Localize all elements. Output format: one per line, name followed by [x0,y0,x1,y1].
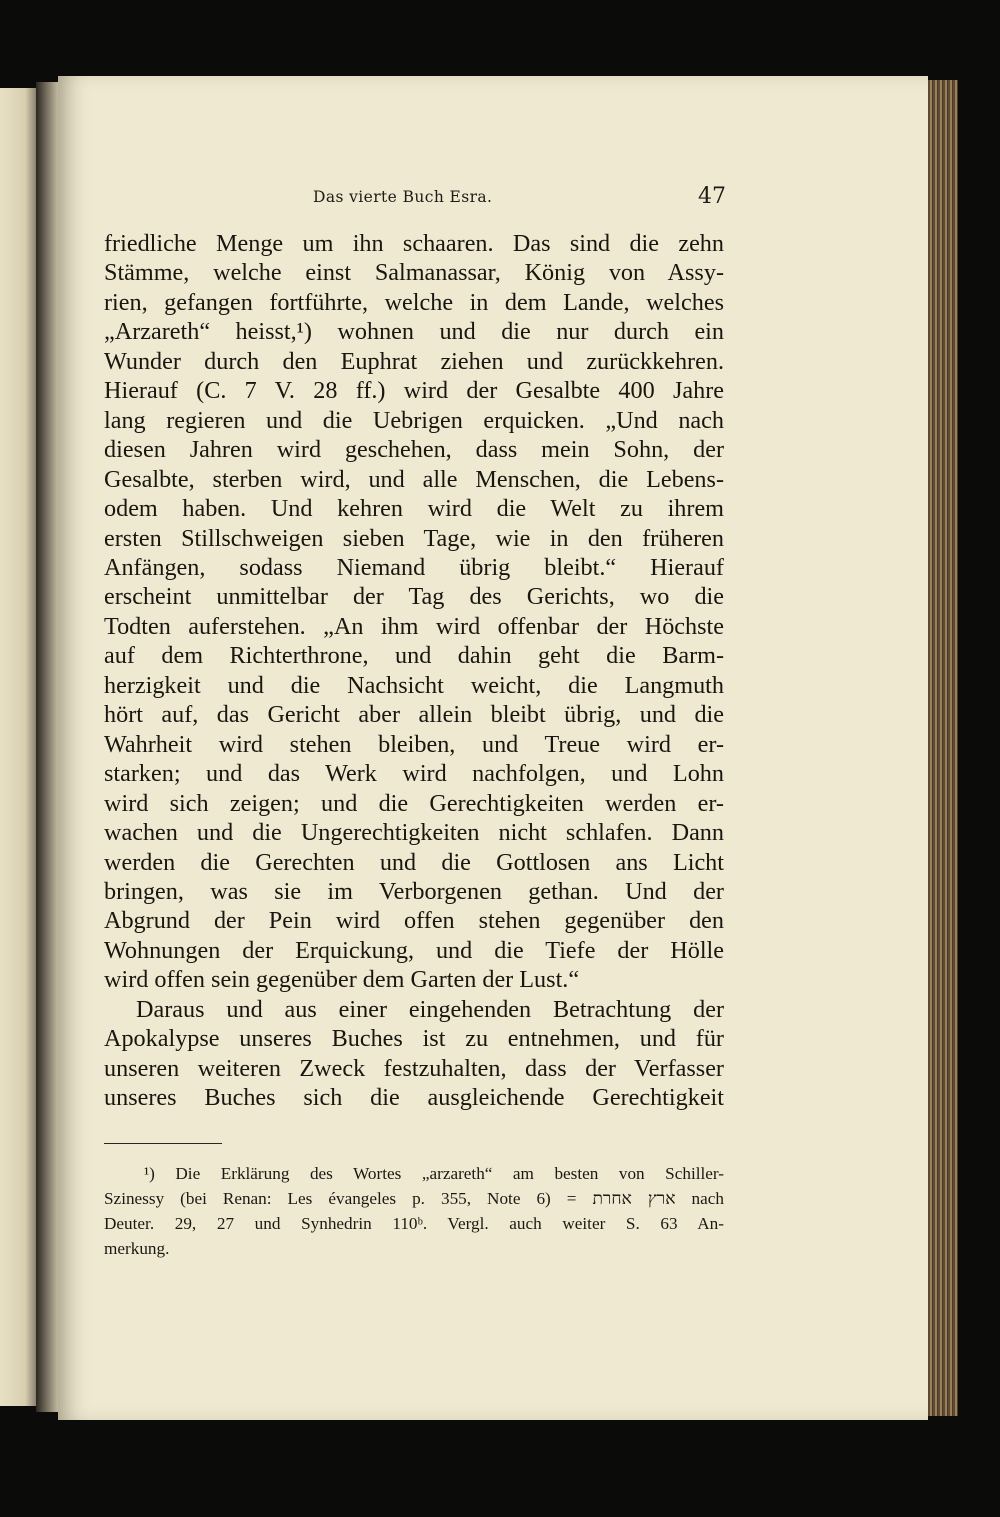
body-line: Apokalypse unseres Buches ist zu entnehmen, und für [104,1025,724,1053]
body-line: Abgrund der Pein wird offen stehen gegenüber den [104,907,724,935]
body-line: lang regieren und die Uebrigen erquicken. „Und nach [104,406,724,434]
body-line: Hierauf (C. 7 V. 28 ff.) wird der Gesalbte 400 Jahre [104,377,724,405]
body-line: erscheint unmittelbar der Tag des Gerichts, wo die [104,583,724,611]
body-line: diesen Jahren wird geschehen, dass mein Sohn, der [104,436,724,464]
body-line: starken; und das Werk wird nachfolgen, und Lohn [104,760,724,788]
footnote-line: Deuter. 29, 27 und Synhedrin 110ᵇ. Vergl. auch weiter S. 63 An- [104,1214,724,1233]
body-line: unseres Buches sich die ausgleichende Gerechtigkeit [104,1084,724,1112]
body-line: Gesalbte, sterben wird, und alle Menschen, die Lebens- [104,465,724,493]
footnote [104,1161,724,1261]
body-line: hört auf, das Gericht aber allein bleibt übrig, und die [104,701,724,729]
left-page-edge [0,88,36,1406]
body-line: Wahrheit wird stehen bleiben, und Treue wird er- [104,730,724,758]
body-line: bringen, was sie im Verborgenen gethan. Und der [104,877,724,905]
body-text [104,229,724,1113]
body-line: herzigkeit und die Nachsicht weicht, die Langmuth [104,671,724,699]
footnote-line: Szinessy (bei Renan: Les évangeles p. 355, Note 6) = ארץ אחרת nach [104,1189,724,1208]
body-line: wird offen sein gegenüber dem Garten der Lust.“ [104,966,580,994]
body-line: odem haben. Und kehren wird die Welt zu ihrem [104,495,724,523]
body-line: Daraus und aus einer eingehenden Betrachtung der [136,995,724,1023]
body-line: „Arzareth“ heisst,¹) wohnen und die nur durch ein [104,318,724,346]
page-fore-edge [928,80,958,1416]
running-head: Das vierte Buch Esra. [313,188,493,206]
body-line: ersten Stillschweigen sieben Tage, wie in den früheren [104,524,724,552]
body-line: Anfängen, sodass Niemand übrig bleibt.“ Hierauf [104,553,724,581]
body-line: wird sich zeigen; und die Gerechtigkeiten werden er- [104,789,724,817]
body-line: Wunder durch den Euphrat ziehen und zurückkehren. [104,347,724,375]
book-gutter [36,82,60,1412]
page-number: 47 [698,184,726,209]
body-line: Stämme, welche einst Salmanassar, König von Assy- [104,259,724,287]
footnote-rule [104,1143,222,1144]
body-line: werden die Gerechten und die Gottlosen ans Licht [104,848,724,876]
body-line: Wohnungen der Erquickung, und die Tiefe der Hölle [104,936,724,964]
body-line: friedliche Menge um ihn schaaren. Das sind die zehn [104,230,724,257]
body-line: Todten auferstehen. „An ihm wird offenbar der Höchste [104,612,724,640]
body-line: auf dem Richterthrone, und dahin geht die Barm- [104,642,724,670]
footnote-line: ¹) Die Erklärung des Wortes „arzareth“ am besten von Schiller- [144,1164,724,1183]
body-line: wachen und die Ungerechtigkeiten nicht schlafen. Dann [104,819,724,847]
body-line: unseren weiteren Zweck festzuhalten, dass der Verfasser [104,1054,724,1082]
footnote-line: merkung. [104,1239,170,1258]
body-line: rien, gefangen fortführte, welche in dem Lande, welches [104,288,724,316]
